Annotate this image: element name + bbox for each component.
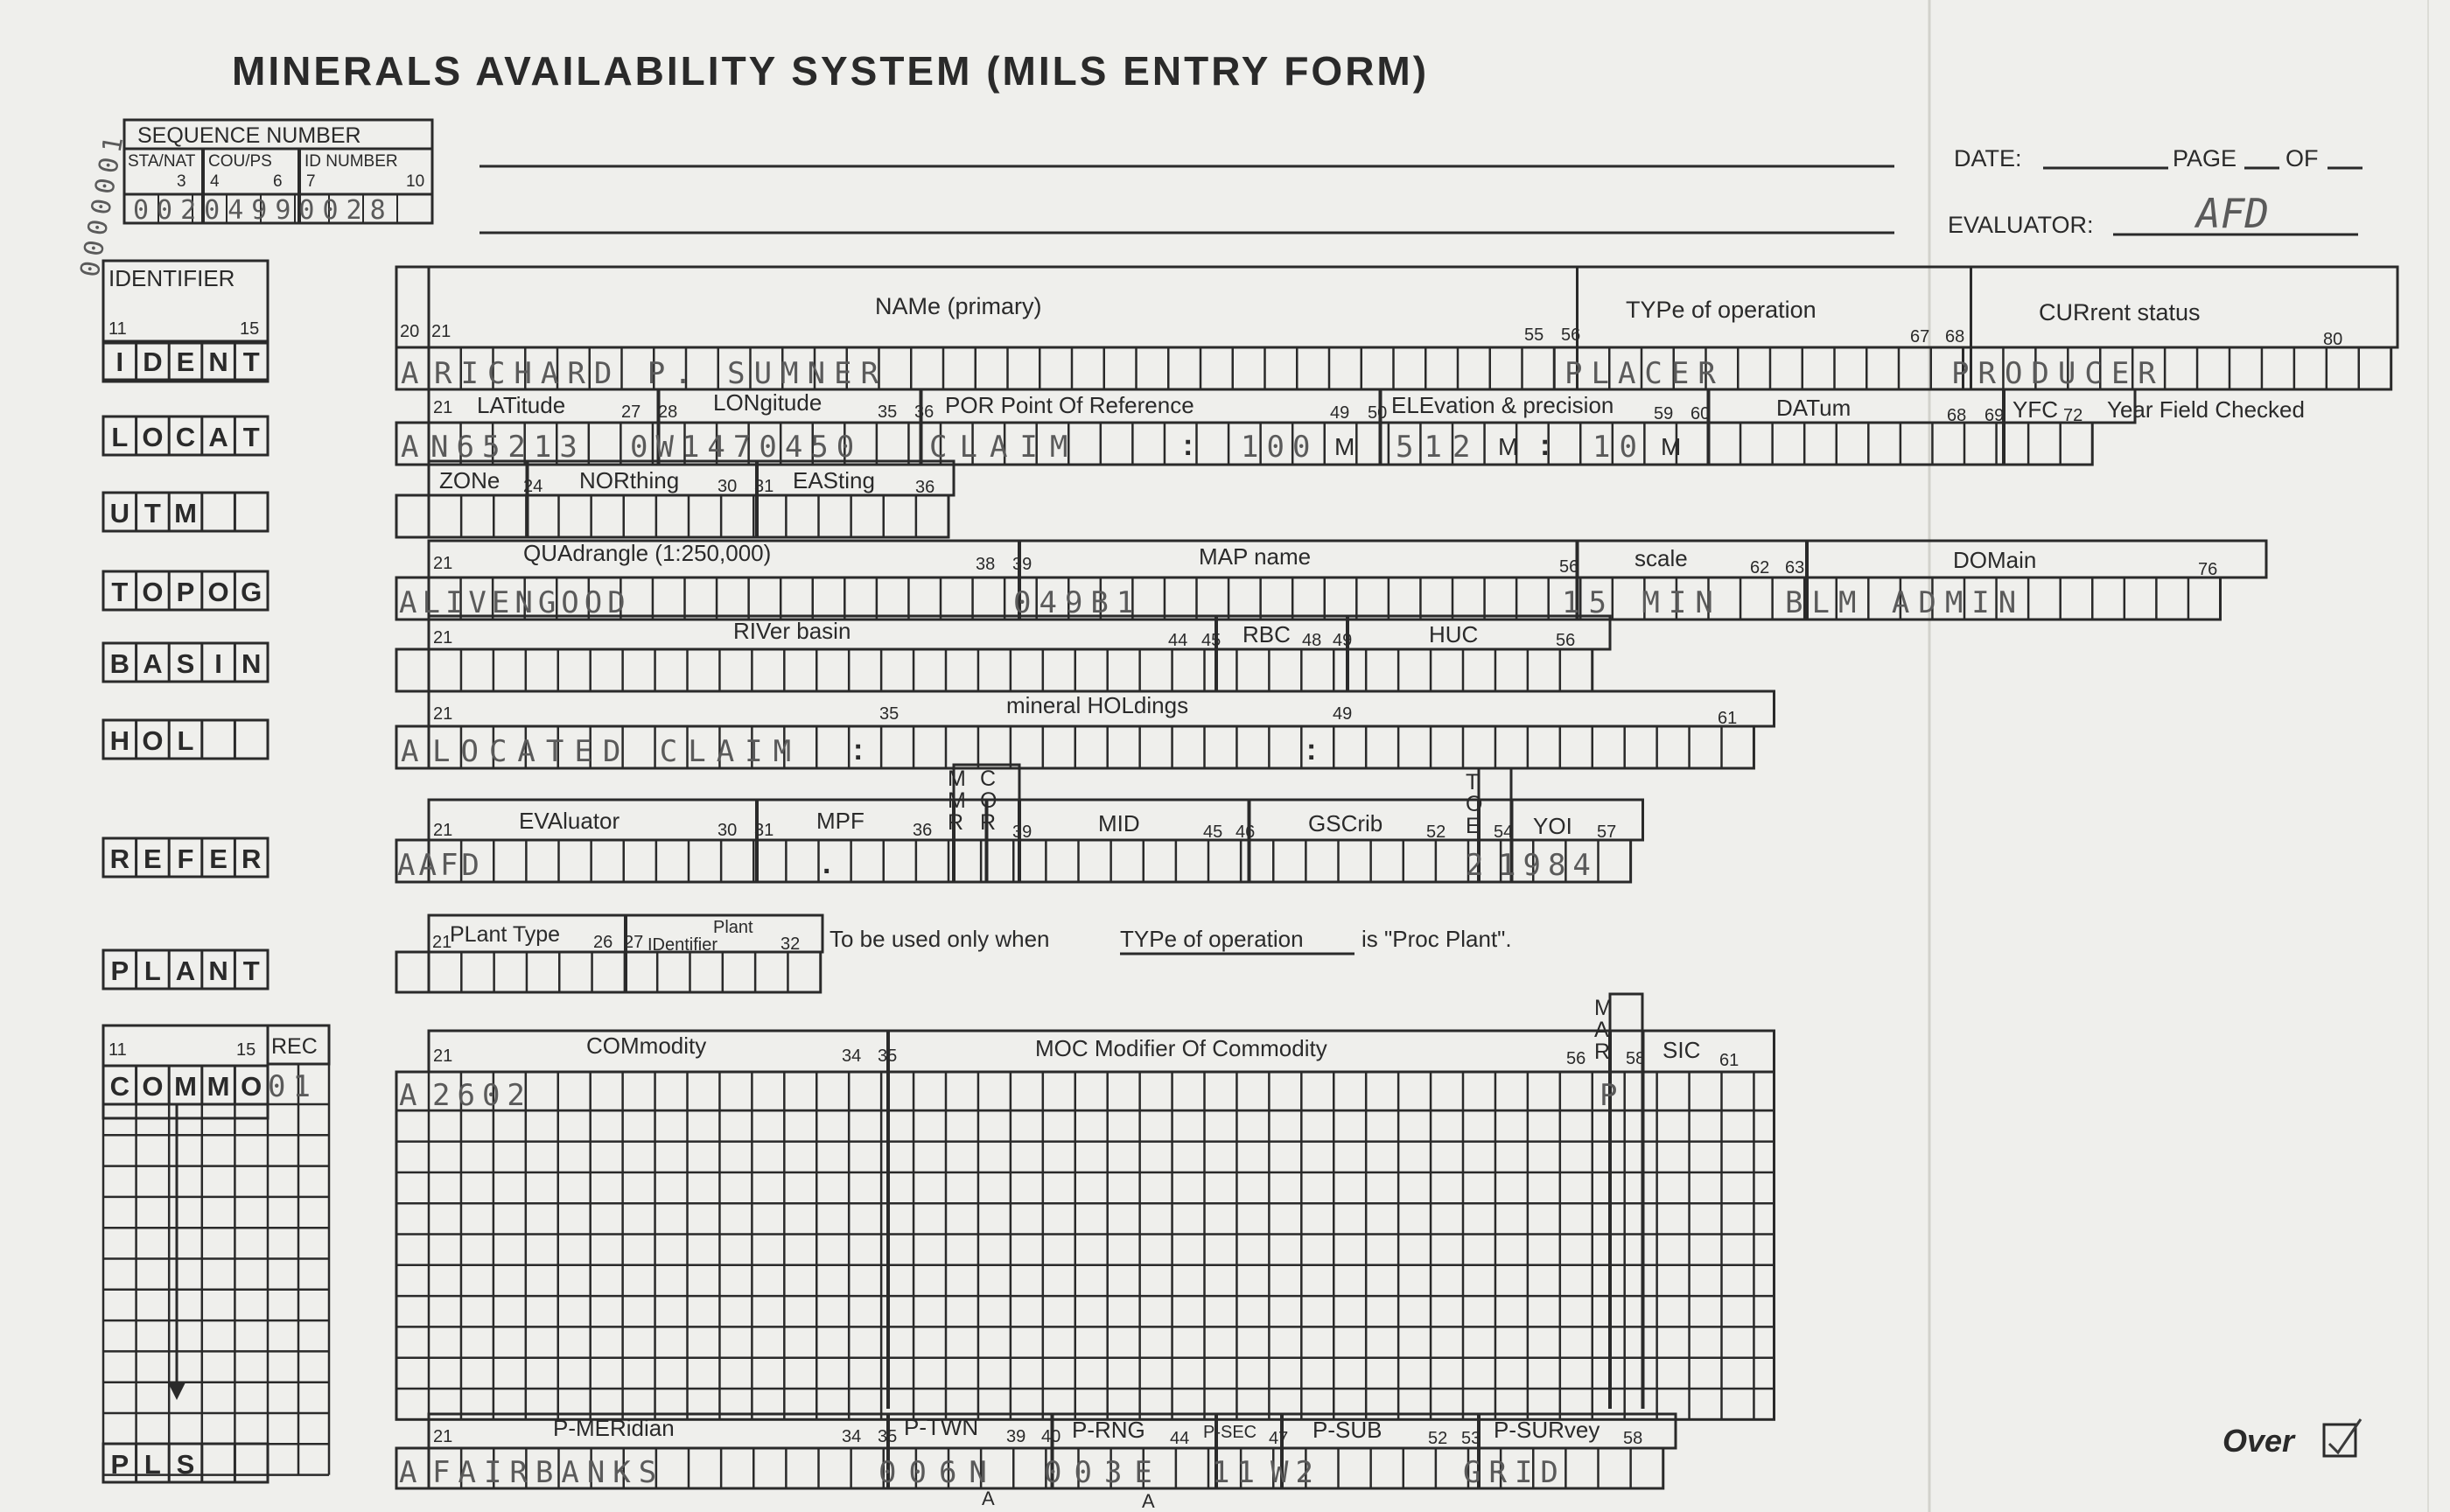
- utm-code: [103, 493, 268, 531]
- yoi-value[interactable]: 1984: [1498, 848, 1598, 883]
- utm-col-36: 36: [915, 478, 935, 497]
- hol-code: [103, 720, 268, 759]
- utm-lead-cell[interactable]: [396, 495, 429, 537]
- over-label: Over: [2222, 1423, 2295, 1459]
- basin-col-56: 56: [1556, 631, 1576, 650]
- twn-value[interactable]: 006N: [878, 1455, 999, 1490]
- locat-col-28: 28: [658, 402, 678, 422]
- identifier-col-end: 15: [240, 319, 260, 339]
- topog-col-56: 56: [1559, 557, 1579, 577]
- elevation-colon: :: [1540, 429, 1550, 462]
- basin-cells[interactable]: [429, 649, 1592, 691]
- ident-code: [103, 341, 268, 380]
- domain-value[interactable]: BLM ADMIN: [1785, 585, 2026, 620]
- page-label: PAGE: [2173, 145, 2237, 172]
- refer-code: [103, 838, 268, 877]
- mmr-letter: R: [948, 810, 964, 835]
- pls-code-letter: L: [144, 1449, 161, 1480]
- plant-col-21: 21: [432, 933, 452, 952]
- commo-code-letter: O: [241, 1071, 262, 1102]
- utm-code-letter: M: [174, 498, 197, 528]
- refer-code-letter: E: [209, 844, 228, 874]
- hol-lead-value[interactable]: A: [401, 734, 430, 769]
- plant-code-letter: L: [144, 956, 161, 986]
- datum-label: DATum: [1776, 395, 1852, 421]
- commo-col-15: 15: [236, 1040, 256, 1060]
- utm-code-letter: T: [144, 498, 161, 528]
- por-extra-value[interactable]: 100: [1241, 430, 1319, 465]
- toe-letter: E: [1466, 814, 1480, 838]
- plant-code: [103, 950, 268, 989]
- mar-letter: R: [1594, 1040, 1611, 1064]
- plant-note-end: is "Proc Plant".: [1362, 926, 1512, 952]
- mpf-dot: .: [822, 847, 831, 880]
- survey-label: P-SURvey: [1494, 1417, 1600, 1443]
- pls-col-58: 58: [1623, 1429, 1643, 1448]
- pls-col-21: 21: [433, 1427, 453, 1446]
- sic-label: SIC: [1662, 1037, 1701, 1063]
- por-unit: M: [1334, 433, 1355, 460]
- commo-col-58: 58: [1626, 1049, 1646, 1068]
- hol-colon-2: :: [1306, 733, 1317, 766]
- topog-col-21: 21: [433, 554, 453, 573]
- moc-label: MOC Modifier Of Commodity: [1035, 1035, 1327, 1061]
- commo-code-letter: M: [206, 1071, 230, 1102]
- sequence-number-label: SEQUENCE NUMBER: [137, 123, 361, 148]
- hol-col-35: 35: [879, 704, 900, 724]
- plant-col-26: 26: [593, 933, 613, 952]
- pls-col-35: 35: [878, 1427, 898, 1446]
- commo-code-letter: M: [174, 1071, 197, 1102]
- topog-col-38: 38: [976, 555, 996, 574]
- locat-col-27: 27: [621, 402, 641, 422]
- latitude-value[interactable]: N65213: [430, 430, 585, 465]
- quad-value[interactable]: ALIVENGOOD: [399, 585, 631, 620]
- pls-col-47: 47: [1269, 1429, 1289, 1448]
- commo-lead-value[interactable]: A: [399, 1078, 426, 1113]
- mmr-letter: M: [948, 766, 966, 791]
- mpf-label: MPF: [816, 808, 864, 834]
- date-label: DATE:: [1954, 145, 2022, 172]
- commo-code: [103, 1066, 268, 1104]
- longitude-label: LONgitude: [713, 389, 822, 416]
- pls-col-52: 52: [1428, 1429, 1448, 1448]
- basin-code-letter: B: [109, 648, 130, 679]
- basin-col-45: 45: [1201, 631, 1222, 650]
- commo-code-letter: C: [109, 1071, 130, 1102]
- longitude-value[interactable]: 0W1470450: [630, 430, 863, 465]
- mar-letter: A: [1594, 1018, 1609, 1042]
- refer-col-54: 54: [1494, 822, 1514, 842]
- utm-col-30: 30: [718, 477, 738, 496]
- commodity-value[interactable]: 2602: [432, 1078, 532, 1113]
- plant-note: To be used only when: [830, 926, 1050, 952]
- col-55: 55: [1524, 326, 1544, 345]
- plant-ident-label-top: Plant: [713, 918, 753, 937]
- commo-col-61: 61: [1719, 1051, 1740, 1070]
- pls-lead-value[interactable]: A: [399, 1455, 426, 1490]
- map-name-label: MAP name: [1199, 543, 1312, 570]
- topog-col-62: 62: [1750, 558, 1770, 578]
- cor-letter: O: [980, 788, 998, 813]
- refer-col-52: 52: [1426, 822, 1446, 842]
- status-value[interactable]: PRODUCER: [1951, 356, 2165, 391]
- topog-col-63: 63: [1785, 558, 1805, 578]
- hol-colon-1: :: [853, 733, 864, 766]
- form-title: MINERALS AVAILABILITY SYSTEM (MILS ENTRY FORM): [232, 48, 1430, 94]
- mar-value[interactable]: P: [1600, 1078, 1627, 1113]
- plant-note-link: TYPe of operation: [1120, 926, 1304, 952]
- pls-col-40: 40: [1041, 1427, 1061, 1446]
- identifier-label: IDENTIFIER: [108, 265, 235, 291]
- col-80: 80: [2323, 330, 2343, 349]
- utm-col-24: 24: [523, 477, 543, 496]
- of-label: OF: [2286, 145, 2319, 172]
- locat-code-letter: A: [208, 422, 228, 452]
- mid-label: MID: [1098, 810, 1140, 836]
- hol-col-61: 61: [1718, 709, 1738, 728]
- cou-ps-col-end: 6: [273, 172, 283, 191]
- topog-code-letter: O: [142, 577, 164, 607]
- cou-ps-col-start: 4: [210, 172, 220, 191]
- sequence-value[interactable]: 00204990028: [133, 195, 394, 226]
- evaluator-label: EVALUATOR:: [1948, 212, 2094, 238]
- refer-col-57: 57: [1597, 822, 1617, 842]
- por-label: POR Point Of Reference: [945, 392, 1194, 418]
- plant-code-letter: P: [110, 956, 130, 986]
- meridian-value[interactable]: FAIRBANKS: [432, 1455, 665, 1490]
- precision-unit: M: [1661, 433, 1682, 460]
- hol-code-letter: L: [177, 725, 194, 756]
- commodity-grid[interactable]: [396, 1072, 1774, 1419]
- topog-code-letter: O: [207, 577, 229, 607]
- elevation-value[interactable]: 512: [1396, 430, 1481, 465]
- quad-label: QUAdrangle (1:250,000): [523, 540, 772, 566]
- meridian-label: P-MERidian: [553, 1415, 675, 1441]
- topog-col-76: 76: [2198, 560, 2218, 579]
- ident-code-letter: T: [242, 346, 260, 377]
- plant-cells[interactable]: [429, 952, 821, 992]
- commo-code-letter: O: [142, 1071, 164, 1102]
- domain-label: DOMain: [1953, 547, 2037, 573]
- toe-value[interactable]: 2: [1466, 848, 1493, 883]
- por-value[interactable]: CLAIM: [929, 430, 1081, 465]
- type-label: TYPe of operation: [1626, 297, 1816, 323]
- id-number-col-end: 10: [406, 172, 425, 191]
- ident-code-letter: N: [208, 346, 228, 377]
- evaluator-value[interactable]: AFD: [2196, 190, 2270, 237]
- easting-label: EASting: [793, 467, 875, 494]
- map-name-value[interactable]: 049B1: [1013, 585, 1143, 620]
- locat-code-letter: T: [242, 422, 260, 452]
- survey-value[interactable]: GRID: [1463, 1455, 1566, 1490]
- locat-col-50: 50: [1368, 403, 1388, 423]
- gscrib-label: GSCrib: [1308, 810, 1383, 836]
- refer-code-letter: E: [144, 844, 162, 874]
- locat-code: [103, 416, 268, 455]
- locat-col-72: 72: [2063, 406, 2083, 425]
- yfc-label: YFC: [2012, 396, 2058, 423]
- topog-code: [103, 571, 268, 610]
- basin-code-letter: N: [242, 648, 262, 679]
- basin-col-21: 21: [433, 628, 453, 648]
- name-label: NAMe (primary): [875, 293, 1042, 319]
- commo-col-35: 35: [878, 1046, 898, 1066]
- rbc-label: RBC: [1242, 621, 1291, 648]
- locat-code-letter: L: [111, 422, 129, 452]
- sec-value[interactable]: 11: [1212, 1455, 1262, 1490]
- twn-label: P-TWN: [904, 1414, 979, 1440]
- refer-col-31: 31: [754, 821, 774, 840]
- col-21: 21: [431, 322, 452, 341]
- precision-value[interactable]: 10: [1592, 430, 1646, 465]
- plant-type-label: PLant Type: [450, 922, 561, 947]
- pls-mark-1: A: [982, 1488, 995, 1509]
- locat-col-49: 49: [1330, 403, 1350, 423]
- plant-lead-cell[interactable]: [396, 952, 429, 992]
- rng-label: P-RNG: [1072, 1417, 1145, 1443]
- utm-header: [429, 461, 954, 495]
- basin-code: [103, 643, 268, 682]
- mmr-letter: M: [948, 788, 966, 813]
- basin-code-letter: S: [176, 648, 195, 679]
- pls-code-letter: P: [110, 1449, 130, 1480]
- status-label: CURrent status: [2039, 299, 2201, 326]
- refer-cells[interactable]: [429, 840, 1631, 882]
- pls-col-34: 34: [842, 1427, 862, 1446]
- elevation-label: ELEvation & precision: [1391, 392, 1614, 418]
- river-basin-label: RIVer basin: [733, 618, 851, 644]
- col-56: 56: [1561, 326, 1581, 345]
- basin-col-44: 44: [1168, 631, 1188, 650]
- refer-code-letter: F: [177, 844, 194, 874]
- ident-code-letter: I: [116, 346, 124, 377]
- toe-letter: O: [1466, 792, 1483, 816]
- latitude-label: LATitude: [477, 392, 566, 418]
- basin-col-49: 49: [1333, 631, 1353, 650]
- refer-col-45: 45: [1203, 822, 1223, 842]
- sequence-number-box: [124, 120, 432, 226]
- basin-code-letter: I: [214, 648, 222, 679]
- id-number-col-start: 7: [306, 172, 316, 191]
- locat-col-60: 60: [1690, 404, 1711, 424]
- cor-letter: R: [980, 810, 997, 835]
- commo-col-34: 34: [842, 1046, 862, 1066]
- commodity-label: COMmodity: [586, 1032, 707, 1059]
- sta-nat-col: 3: [177, 172, 186, 191]
- sta-nat-label: STA/NAT: [128, 152, 196, 171]
- utm-col-31: 31: [754, 477, 774, 496]
- sub-value[interactable]: W2: [1270, 1455, 1320, 1490]
- locat-col-35: 35: [878, 402, 898, 422]
- pls-col-44: 44: [1170, 1429, 1190, 1448]
- down-arrow-head-icon: [168, 1382, 186, 1400]
- locat-col-36: 36: [914, 402, 934, 422]
- name-value[interactable]: RICHARD P. SUMNER: [434, 356, 887, 391]
- hol-col-49: 49: [1333, 704, 1353, 724]
- plant-code-letter: A: [175, 956, 196, 986]
- locat-col-21: 21: [433, 398, 453, 417]
- topog-code-letter: P: [176, 577, 195, 607]
- zone-label: ZONe: [439, 467, 500, 494]
- cor-letter: C: [980, 766, 997, 791]
- pls-col-53: 53: [1461, 1429, 1481, 1448]
- locat-code-letter: O: [142, 422, 164, 452]
- pls-mark-2: A: [1142, 1490, 1155, 1512]
- plant-col-27: 27: [624, 933, 644, 952]
- topog-col-39: 39: [1012, 555, 1032, 574]
- refer-evaluator-label: EVAluator: [519, 808, 620, 834]
- toe-letter: T: [1466, 770, 1480, 794]
- identifier-col-start: 11: [108, 319, 127, 339]
- locat-col-69: 69: [1984, 406, 2005, 425]
- basin-col-48: 48: [1302, 631, 1322, 650]
- scale-label: scale: [1634, 545, 1688, 571]
- locat-code-letter: C: [175, 422, 196, 452]
- locat-lead-value[interactable]: A: [401, 430, 430, 465]
- commo-col-11: 11: [108, 1040, 127, 1060]
- huc-label: HUC: [1429, 621, 1479, 648]
- refer-col-21: 21: [433, 821, 453, 840]
- sec-label: P-SEC: [1203, 1423, 1257, 1442]
- locat-header: [429, 389, 2135, 423]
- scale-value[interactable]: 15 MIN: [1562, 585, 1722, 620]
- id-number-label: ID NUMBER: [304, 152, 398, 171]
- rec-value[interactable]: 01: [268, 1069, 318, 1104]
- rec-label: REC: [271, 1034, 318, 1059]
- refer-col-30: 30: [718, 821, 738, 840]
- ident-lead-value[interactable]: A: [401, 356, 430, 391]
- plant-ident-label-bottom: IDentifier: [648, 935, 718, 955]
- mineral-holdings-label: mineral HOLdings: [1006, 692, 1189, 718]
- hol-code-letter: O: [142, 725, 164, 756]
- yfc-desc-label: Year Field Checked: [2107, 396, 2305, 423]
- por-colon: :: [1183, 429, 1194, 462]
- col-20: 20: [400, 322, 420, 341]
- utm-code-letter: U: [109, 498, 130, 528]
- col-68: 68: [1945, 327, 1965, 346]
- ident-code-letter: D: [143, 346, 163, 377]
- holdings-value[interactable]: LOCATED CLAIM: [432, 734, 802, 769]
- commo-col-56: 56: [1566, 1049, 1586, 1068]
- northing-label: NORthing: [579, 467, 680, 494]
- hol-code-letter: H: [109, 725, 130, 756]
- pls-col-39: 39: [1006, 1427, 1026, 1446]
- refer-code-letter: R: [109, 844, 130, 874]
- locat-col-59: 59: [1654, 404, 1674, 424]
- utm-cells[interactable]: [429, 495, 948, 537]
- refer-col-36: 36: [913, 821, 933, 840]
- mar-letter: M: [1594, 996, 1613, 1020]
- col-67: 67: [1910, 327, 1930, 346]
- elevation-unit: M: [1498, 433, 1519, 460]
- commo-col-21: 21: [433, 1046, 453, 1066]
- rng-value[interactable]: 003E: [1044, 1455, 1165, 1490]
- plant-code-letter: N: [208, 956, 228, 986]
- hol-col-21: 21: [433, 704, 453, 724]
- pls-code: [103, 1444, 268, 1482]
- topog-code-letter: G: [241, 577, 262, 607]
- ident-code-letter: E: [176, 346, 195, 377]
- refer-col-39: 39: [1012, 822, 1032, 842]
- sub-label: P-SUB: [1312, 1417, 1382, 1443]
- margin-number: 0000001: [74, 129, 131, 280]
- refer-col-46: 46: [1236, 822, 1256, 842]
- basin-code-letter: A: [143, 648, 163, 679]
- cou-ps-label: COU/PS: [208, 152, 272, 171]
- basin-lead-cell[interactable]: [396, 649, 429, 691]
- topog-code-letter: T: [111, 577, 129, 607]
- locat-col-68: 68: [1947, 406, 1967, 425]
- yoi-label: YOI: [1533, 813, 1572, 839]
- pls-code-letter: S: [176, 1449, 195, 1480]
- plant-code-letter: T: [242, 956, 260, 986]
- plant-col-32: 32: [780, 934, 801, 954]
- type-value[interactable]: PLACER: [1564, 356, 1725, 391]
- refer-code-letter: R: [242, 844, 262, 874]
- refer-evaluator-value[interactable]: AAFD: [397, 848, 483, 883]
